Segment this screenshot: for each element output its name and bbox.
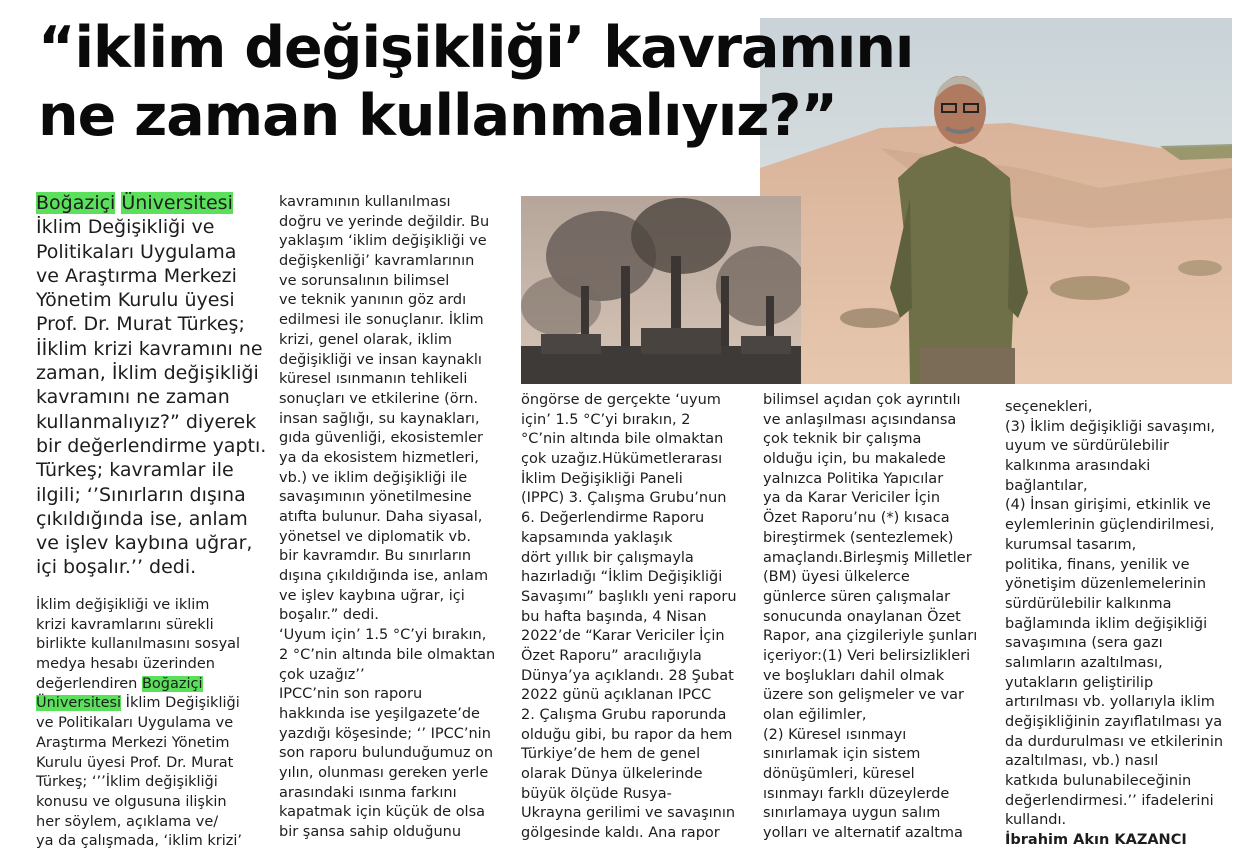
text-line: hazırladığı “İklim Değişikliği [521, 569, 723, 586]
text-line: kavramının kullanılması [279, 194, 451, 210]
text-line: arasındaki ısınma farkını [279, 784, 457, 801]
text-line: kapsamında yaklaşık [521, 529, 673, 546]
text-line: ya da Karar Vericiler İçin [763, 490, 941, 507]
text-line: yazdığı köşesinde; ‘’ IPCC’nin [279, 725, 491, 742]
lead-line: kullanmalıyız?” diyerek [36, 410, 257, 433]
text-line: ve işlev kaybına uğrar, içi [279, 587, 465, 604]
text-line: değişikliği ve insan kaynaklı [279, 351, 482, 368]
text-line: dört yıllık bir çalışmayla [521, 549, 694, 566]
text-line: Rapor, ana çizgileriyle şunları [763, 628, 978, 645]
text-line: olarak Dünya ülkelerinde [521, 766, 703, 783]
text-line: çok uzağız.Hükümetlerarası [521, 451, 723, 468]
text-line: da durdurulması ve etkilerinin [1005, 733, 1224, 750]
text-line: edilmesi ile sonuçlanır. İklim [279, 312, 484, 329]
text-line: Türkiye’de hem de genel [521, 746, 701, 763]
text-line: ve boşlukları dahil olmak [763, 667, 945, 684]
text-line: üzere son gelişmeler ve var [763, 687, 964, 704]
text-line: hakkında ise yeşilgazete’de [279, 705, 480, 722]
text-line: yolları ve alternatif azaltma [763, 825, 963, 842]
lead-line: kavramını ne zaman [36, 386, 230, 409]
lead-line: Prof. Dr. Murat Türkeş; [36, 313, 245, 336]
lead-paragraph [36, 191, 266, 580]
text-line: Özet Raporu” aracılığıyla [521, 647, 702, 664]
text-line: gıda güvenliği, ekosistemler [279, 430, 483, 447]
text-line: eylemlerinin güçlendirilmesi, [1005, 517, 1215, 534]
lead-line: zaman, İklim değişikliği [36, 362, 259, 385]
text-line: olduğu için, bu makalede [763, 451, 946, 468]
text-line: gölgesinde kaldı. Ana rapor [521, 825, 720, 842]
text-line: yaklaşım ‘iklim değişikliği ve [279, 233, 487, 250]
body-column-1 [36, 596, 242, 852]
text-line: krizi kavramlarını sürekli [36, 616, 214, 633]
text-line: Özet Raporu’nu (*) kısaca [763, 510, 950, 527]
text-line: küresel ısınmanın tehlikeli [279, 371, 468, 388]
text-line: ısınmayı farklı düzeylerde [763, 785, 950, 802]
lead-line [36, 191, 266, 215]
text-line: vb.) ve iklim değişikliği ile [279, 469, 468, 486]
text-span: İklim Değişikliği [121, 695, 240, 712]
lead-line: içi boşalır.’’ dedi. [36, 556, 197, 579]
text-line: sınırlamak için sistem [763, 746, 921, 763]
headline-line-2: ne zaman kullanmalıyız?” [38, 83, 837, 149]
text-line: savaşımına (sera gazı [1005, 635, 1163, 652]
text-line: 6. Değerlendirme Raporu [521, 510, 705, 527]
text-line: seçenekleri, [1005, 399, 1093, 415]
text-line: boşalır.” dedi. [279, 607, 379, 624]
text-line: kullandı. [1005, 812, 1067, 829]
text-line: kapatmak için küçük de olsa [279, 804, 486, 821]
lead-line: bir değerlendirme yaptı. [36, 434, 267, 457]
text-line: ve Politikaları Uygulama ve [36, 715, 234, 732]
text-line: artırılması vb. yollarıyla iklim [1005, 694, 1215, 711]
text-line: son raporu bulunduğumuz on [279, 745, 494, 762]
author-signature: İbrahim Akın KAZANCI [1005, 832, 1187, 849]
text-line: değerlendirmesi.’’ ifadelerini [1005, 792, 1214, 809]
text-line: dışına çıkıldığında ise, anlam [279, 568, 489, 585]
text-line: yönetsel ve diplomatik vb. [279, 528, 471, 545]
text-line: amaçlandı.Birleşmiş Milletler [763, 549, 972, 566]
text-line: medya hesabı üzerinden [36, 656, 215, 673]
text-line: bağlantılar, [1005, 477, 1088, 494]
lead-line: İklim Değişikliği ve [36, 216, 215, 239]
lead-line: İİklim krizi kavramını ne [36, 337, 263, 360]
text-line: IPCC’nin son raporu [279, 686, 423, 703]
text-line: 2022’de “Karar Vericiler İçin [521, 628, 725, 645]
text-line: atıfta bulunur. Daha siyasal, [279, 509, 483, 525]
text-line: (3) İklim değişikliği savaşımı, [1005, 418, 1216, 435]
text-line: yılın, olunması gereken yerle [279, 764, 489, 781]
text-line: birlikte kullanılmasını sosyal [36, 636, 241, 653]
lead-line: Politikaları Uygulama [36, 240, 237, 263]
text-line: (BM) üyesi ülkelerce [763, 569, 910, 586]
text-line: kurumsal tasarım, [1005, 536, 1137, 553]
text-line: konusu ve olgusuna ilişkin [36, 793, 227, 810]
text-line: yalnızca Politika Yapıcılar [763, 470, 944, 487]
text-line: Ukrayna gerilimi ve savaşının [521, 805, 736, 822]
text-line: (2) Küresel ısınmayı [763, 726, 907, 743]
text-line: sürdürülebilir kalkınma [1005, 595, 1172, 612]
text-line: (4) İnsan girişimi, etkinlik ve [1005, 497, 1211, 514]
text-line: salımların azaltılması, [1005, 654, 1163, 671]
text-line: krizi, genel olarak, iklim [279, 331, 452, 348]
text-line: İklim Değişikliği Paneli [521, 470, 683, 487]
text-line: Türkeş; ‘’’İklim değişikliği [36, 774, 218, 791]
text-line: Araştırma Merkezi Yönetim [36, 734, 230, 751]
text-line: bağlamında iklim değişikliği [1005, 615, 1208, 632]
text-line: Kurulu üyesi Prof. Dr. Murat [36, 754, 234, 771]
text-line: sınırlamaya uygun salım [763, 805, 941, 822]
text-line: sonucunda onaylanan Özet [763, 608, 961, 625]
text-line: bilimsel açıdan çok ayrıntılı [763, 392, 961, 408]
text-line: Savaşımı” başlıklı yeni raporu [521, 588, 737, 605]
text-line: uyum ve sürdürülebilir [1005, 438, 1170, 455]
text-line: katkıda bulunabileceğinin [1005, 773, 1192, 790]
text-line [36, 675, 242, 695]
highlight: Boğaziçi [141, 675, 203, 692]
text-line: yönetişim düzenlemelerinin [1005, 576, 1207, 593]
text-line: bu hafta başında, 4 Nisan [521, 608, 707, 625]
text-line: ‘Uyum için’ 1.5 °C’yi bırakın, [279, 627, 487, 644]
text-line: ya da ekosistem hizmetleri, [279, 449, 480, 466]
lead-line: Türkeş; kavramlar ile [36, 459, 234, 482]
lead-line: Yönetim Kurulu üyesi [36, 289, 235, 312]
text-line: içeriyor:(1) Veri belirsizlikleri [763, 647, 971, 664]
lead-line: ve işlev kaybına uğrar, [36, 532, 253, 555]
text-line: bireştirmek (sentezlemek) [763, 529, 954, 546]
body-column-2 [279, 193, 495, 843]
text-line: ve teknik yanının göz ardı [279, 292, 467, 309]
lead-line: ve Araştırma Merkezi [36, 264, 237, 287]
factory-photo [521, 196, 801, 384]
highlight: Üniversitesi [121, 192, 233, 214]
text-line: çok teknik bir çalışma [763, 431, 922, 448]
text-line: değişikliğinin zayıflatılması ya [1005, 714, 1223, 730]
text-line: yutakların geliştirilip [1005, 674, 1154, 691]
text-line: 2022 günü açıklanan IPCC [521, 687, 712, 704]
text-line: her söylem, açıklama ve/ [36, 813, 219, 830]
text-line: çok uzağız’’ [279, 666, 365, 683]
text-line: olan eğilimler, [763, 707, 867, 723]
text-line: sonuçları ve etkilerine (örn. [279, 390, 479, 407]
text-line: için’ 1.5 °C’yi bırakın, 2 [521, 411, 691, 428]
text-line: bir şansa sahip olduğunu [279, 824, 462, 840]
text-line: ya da çalışmada, ‘iklim krizi’ [36, 833, 243, 850]
text-line: Dünya’ya açıklandı. 28 Şubat [521, 667, 734, 684]
text-line: kalkınma arasındaki [1005, 458, 1151, 475]
text-line: değişkenliği’ kavramlarının [279, 253, 475, 270]
text-line: ve sorunsalının bilimsel [279, 272, 450, 289]
text-line: dönüşümleri, küresel [763, 766, 915, 783]
text-line: İklim değişikliği ve iklim [36, 597, 210, 613]
text-line: (IPPC) 3. Çalışma Grubu’nun [521, 490, 727, 507]
body-column-4 [763, 391, 977, 844]
headline-line-1: “iklim değişikliği’ kavramını [38, 15, 914, 81]
text-line: öngörse de gerçekte ‘uyum [521, 392, 721, 408]
text-line: doğru ve yerinde değildir. Bu [279, 213, 490, 230]
text-line: ve anlaşılması açısındansa [763, 411, 957, 428]
text-span: değerlendiren [36, 675, 142, 692]
text-line: savaşımının yönetilmesine [279, 489, 472, 506]
highlight: Boğaziçi [36, 192, 116, 214]
highlight: Üniversitesi [36, 695, 122, 712]
text-line [36, 694, 242, 714]
lead-line: çıkıldığında ise, anlam [36, 507, 248, 530]
body-column-3 [521, 391, 737, 844]
text-line: büyük ölçüde Rusya- [521, 785, 672, 802]
text-line: bir kavramdır. Bu sınırların [279, 548, 472, 565]
text-line: 2 °C’nin altında bile olmaktan [279, 646, 496, 663]
body-column-5 [1005, 398, 1223, 851]
text-line: azaltılması, vb.) nasıl [1005, 753, 1159, 770]
lead-line: ilgili; ‘’Sınırların dışına [36, 483, 246, 506]
text-line: olduğu gibi, bu rapor da hem [521, 726, 733, 743]
text-line: politika, finans, yenilik ve [1005, 556, 1190, 573]
headline [38, 14, 988, 150]
text-line: 2. Çalışma Grubu raporunda [521, 707, 727, 723]
text-line: günlerce süren çalışmalar [763, 588, 951, 605]
text-line: insan sağlığı, su kaynakları, [279, 410, 480, 427]
text-line: °C’nin altında bile olmaktan [521, 431, 724, 448]
